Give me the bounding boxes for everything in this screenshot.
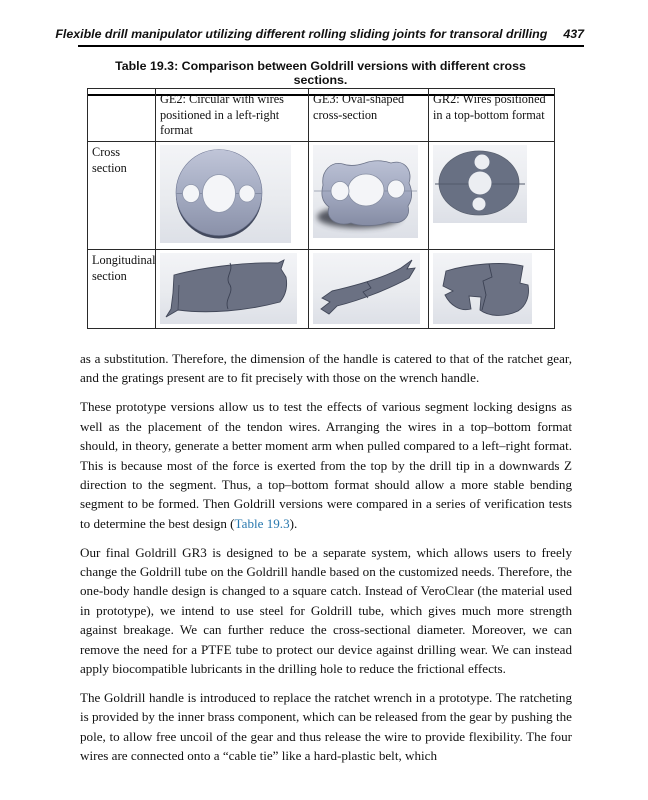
table-19-3-link[interactable]: Table 19.3 (234, 515, 290, 531)
running-head-title: Flexible drill manipulator utilizing different rolling sliding joints for transoral drilling (55, 27, 548, 41)
gr2-cross-section-image (433, 145, 527, 223)
row-label-longitudinal-section: Longitudinal section (88, 250, 156, 329)
ge2-longitudinal-drawing (160, 253, 297, 324)
ge3-cross-section-drawing (313, 145, 418, 238)
ge3-longitudinal-section-image (313, 253, 420, 324)
header-cell-ge3: GE3: Oval-shaped cross-section (309, 89, 429, 142)
ge2-cross-section-drawing (160, 145, 291, 243)
table-header-row (88, 89, 555, 142)
gr2-longitudinal-drawing (433, 253, 532, 324)
ge2-circular-cross-section-image (160, 145, 291, 243)
table-row (88, 250, 555, 329)
gr2-cross-section-drawing (433, 145, 527, 223)
running-head (55, 27, 584, 47)
gr2-longitudinal-section-image (433, 253, 532, 324)
page-number: 437 (563, 27, 584, 41)
paragraph: The Goldrill handle is introduced to replace the ratchet wrench in a prototype. The ratcheting is provided by the inner brass component, which can be released from the gear by pushing the pole, to allow free uncoil of the gear and thus release the wire to provide flexibility. The four wires are connected onto a “cable tie” like a hard-plastic belt, which (80, 690, 572, 764)
comparison-table (87, 88, 555, 329)
header-cell-empty (88, 89, 156, 142)
ge3-oval-cross-section-image (313, 145, 418, 238)
paragraph: as a substitution. Therefore, the dimension of the handle is catered to that of the ratchet gear, and the gratings present are to fit precisely with those on the wrench handle. (80, 351, 572, 386)
paragraph: Our final Goldrill GR3 is designed to be a separate system, which allows users to freely change the Goldrill tube on the Goldrill handle based on the customized needs. Therefore, the one-body handle design is changed to a square catch. Instead of VeroClear (the material used in prototype), we intend to use steel for Goldrill tube, which gives much more strength against breakage. We can further reduce the cross-sectional diameter. Moreover, we can remove the need for a PTFE tube to protect our device against drilling wear. We can instead apply biocompatible lubricants in the drilling hole to reduce the frictional effects. (80, 544, 572, 677)
table-caption: Table 19.3: Comparison between Goldrill versions with different cross sections. (87, 59, 554, 96)
header-cell-ge2: GE2: Circular with wires positioned in a left-right format (156, 89, 309, 142)
header-cell-gr2: GR2: Wires positioned in a top-bottom format (429, 89, 555, 142)
paragraph (80, 397, 572, 533)
ge3-longitudinal-drawing (313, 253, 420, 324)
ge2-longitudinal-section-image (160, 253, 297, 324)
table-row (88, 142, 555, 250)
paragraph-text: ). (289, 515, 298, 531)
body-text (80, 349, 572, 775)
paragraph-text: These prototype versions allow us to test the effects of various segment locking designs as well as the placement of the tendon wires. Arranging the wires in a top–bottom format should, in theory, generate a better moment arm when pulled compared to a left–right format. This is because most of the force is exerted from the top by the drill tip in a downwards Z direction to the segment. Thus, a top–bottom format should allow a more stable bending segment to be formed. Then Goldrill versions were compared in a series of verification tests to determine the best design ( (80, 399, 572, 531)
row-label-cross-section: Cross section (88, 142, 156, 250)
